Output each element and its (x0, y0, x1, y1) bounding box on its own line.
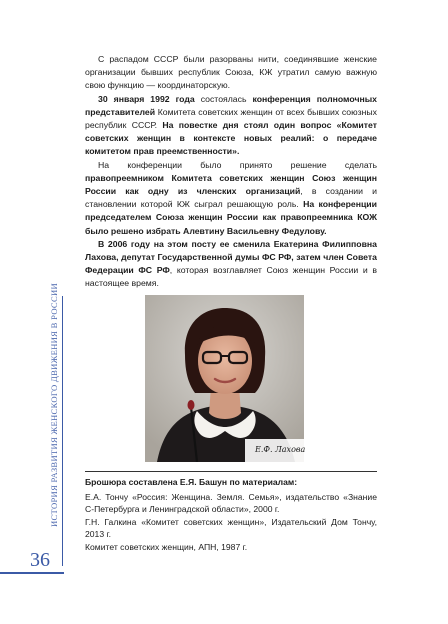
reference-item: Е.А. Тончу «Россия: Женщина. Земля. Семья», издательство «Знание С-Петербурга и Ленинградской области», 2000 г. (85, 491, 377, 515)
bold-text-run: 30 января 1992 года (98, 93, 195, 104)
bold-text-run: В 2006 году на этом посту ее сменила Екатерина Филипповна Лахова, депутат Государственной думы ФС РФ, затем член Совета Федерации ФС РФ (85, 238, 377, 276)
paragraph (85, 159, 377, 238)
reference-item: Г.Н. Галкина «Комитет советских женщин», Издательский Дом Тончу, 2013 г. (85, 516, 377, 540)
photo-caption: Е.Ф. Лахова (255, 445, 306, 454)
text-run: Комитета советских женщин от всех бывших союзных республик СССР. (85, 106, 377, 131)
portrait-illustration (145, 295, 304, 462)
text-run: , которая возглавляет Союз женщин России и в настоящее время. (85, 265, 377, 289)
section-divider (85, 471, 377, 472)
paragraph (85, 238, 377, 291)
text-run: состоялась (194, 93, 253, 104)
page-number-rule (0, 572, 64, 574)
bold-text-run: конференция полномочных представителей (85, 93, 377, 117)
body-text (85, 53, 377, 291)
reference-item: Комитет советских женщин, АПН, 1987 г. (85, 541, 248, 552)
vertical-book-title: ИСТОРИЯ РАЗВИТИЯ ЖЕНСКОГО ДВИЖЕНИЯ В РОССИИ (49, 282, 59, 527)
bold-text-run: На повестке дня стоял один вопрос «Комитет советских женщин в контексте новых реалий: о передаче комитетом прав преемственности». (85, 120, 377, 157)
page-number: 36 (30, 549, 50, 571)
paragraph (85, 53, 377, 93)
bold-text-run: правопреемником Комитета советских женщин Союз женщин России как одну из членских организаций (85, 172, 377, 197)
bold-text-run: На конференции председателем Союза женщин России как правопреемника КОЖ было решено избрать Алевтину Васильевну Федулову. (85, 199, 377, 236)
sources-heading: Брошюра составлена Е.Я. Башун по материалам: (85, 477, 298, 487)
sources-block (85, 476, 377, 554)
text-run: , в создании и становлении которой КЖ сыграл решающую роль. (85, 186, 377, 210)
sidebar-rule (62, 296, 63, 566)
paragraph (85, 93, 377, 159)
text-run: На конференции было принято решение сделать (98, 159, 377, 170)
portrait-photo (145, 295, 304, 462)
text-run: С распадом СССР были разорваны нити, соединявшие женские организации бывших республик Союза, КЖ утратил самую важную свою функцию — координаторскую. (85, 54, 377, 91)
